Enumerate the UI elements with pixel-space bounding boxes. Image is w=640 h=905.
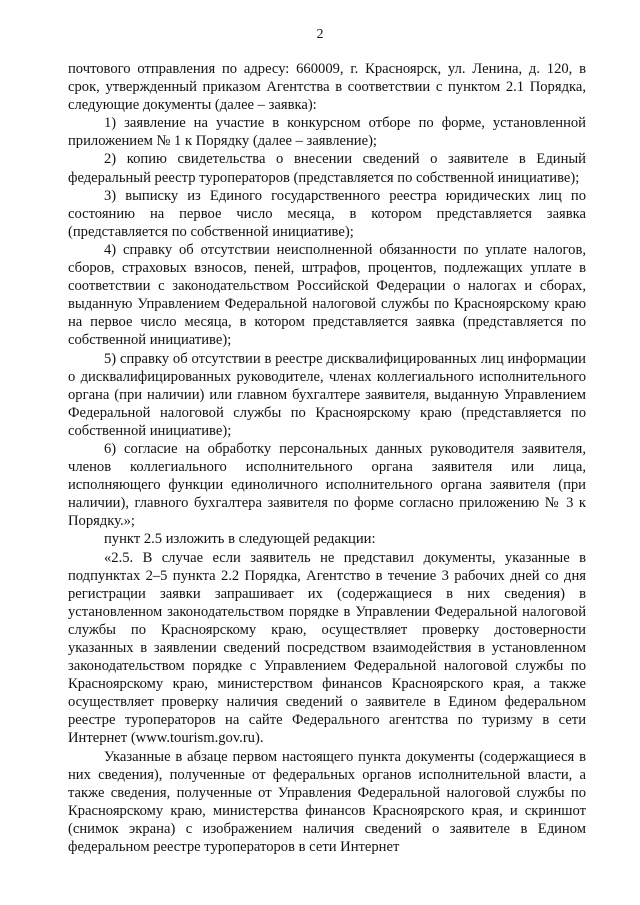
paragraph-item-6: 6) согласие на обработку персональных данных руководителя заявителя, членов коллегиального исполнительного органа заявителя или лица, исполняющего функции единоличного исполнительного органа заявителя (при наличии), главного бухгалтера заявителя по форме согласно приложению № 3 к Порядку.»; bbox=[68, 440, 586, 530]
paragraph-clause-2-5-second: Указанные в абзаце первом настоящего пункта документы (содержащиеся в них сведения), полученные от федеральных органов исполнительной власти, а также сведения, полученные от Управления Федеральной налоговой службы по Красноярскому краю, министерства финансов Красноярского края, и скриншот (снимок экрана) с изображением наличия сведений о заявителе в Едином федеральном реестре туроператоров в сети Интернет bbox=[68, 748, 586, 856]
paragraph-clause-2-5: «2.5. В случае если заявитель не представил документы, указанные в подпунктах 2–5 пункта 2.2 Порядка, Агентство в течение 3 рабочих дней со дня регистрации заявки запрашивает их (содержащиеся в них сведения) в установленном законодательством порядке в Управлении Федеральной налоговой службы по Красноярскому краю, осуществляет проверку достоверности указанных в заявлении сведений посредством взаимодействия в установленном законодательством порядке с Управлением Федеральной налоговой службы по Красноярскому краю, министерством финансов Красноярского края, а также осуществляет проверку наличия сведений о заявителе в Едином федеральном реестре туроператоров на сайте Федерального агентства по туризму в сети Интернет (www.tourism.gov.ru). bbox=[68, 549, 586, 747]
document-body bbox=[68, 60, 586, 856]
paragraph-continuation: почтового отправления по адресу: 660009, г. Красноярск, ул. Ленина, д. 120, в срок, утвержденный приказом Агентства в соответствии с пунктом 2.1 Порядка, следующие документы (далее – заявка): bbox=[68, 61, 586, 114]
paragraph-item-2: 2) копию свидетельства о внесении сведений о заявителе в Единый федеральный реестр туроператоров (представляется по собственной инициативе); bbox=[68, 151, 586, 186]
paragraph-item-1: 1) заявление на участие в конкурсном отборе по форме, установленной приложением № 1 к Порядку (далее – заявление); bbox=[68, 115, 586, 150]
paragraph-instruction: пункт 2.5 изложить в следующей редакции: bbox=[104, 531, 376, 548]
paragraph-item-3: 3) выписку из Единого государственного реестра юридических лиц по состоянию на первое число месяца, в котором представляется заявка (представляется по собственной инициативе); bbox=[68, 187, 586, 240]
paragraph-item-5: 5) справку об отсутствии в реестре дисквалифицированных лиц информации о дисквалифицированных руководителе, членах коллегиального исполнительного органа (при наличии) или главном бухгалтере заявителя, выданную Управлением Федеральной налоговой службы по Красноярскому краю (представляется по собственной инициативе); bbox=[68, 350, 586, 439]
page-number: 2 bbox=[316, 27, 324, 42]
paragraph-item-4: 4) справку об отсутствии неисполненной обязанности по уплате налогов, сборов, страховых взносов, пеней, штрафов, процентов, подлежащих уплате в соответствии с законодательством Российской Федерации о налогах и сборах, выданную Управлением Федеральной налоговой службы по Красноярскому краю на первое число месяца, в котором представляется заявка (представляется по собственной инициативе); bbox=[68, 241, 586, 349]
